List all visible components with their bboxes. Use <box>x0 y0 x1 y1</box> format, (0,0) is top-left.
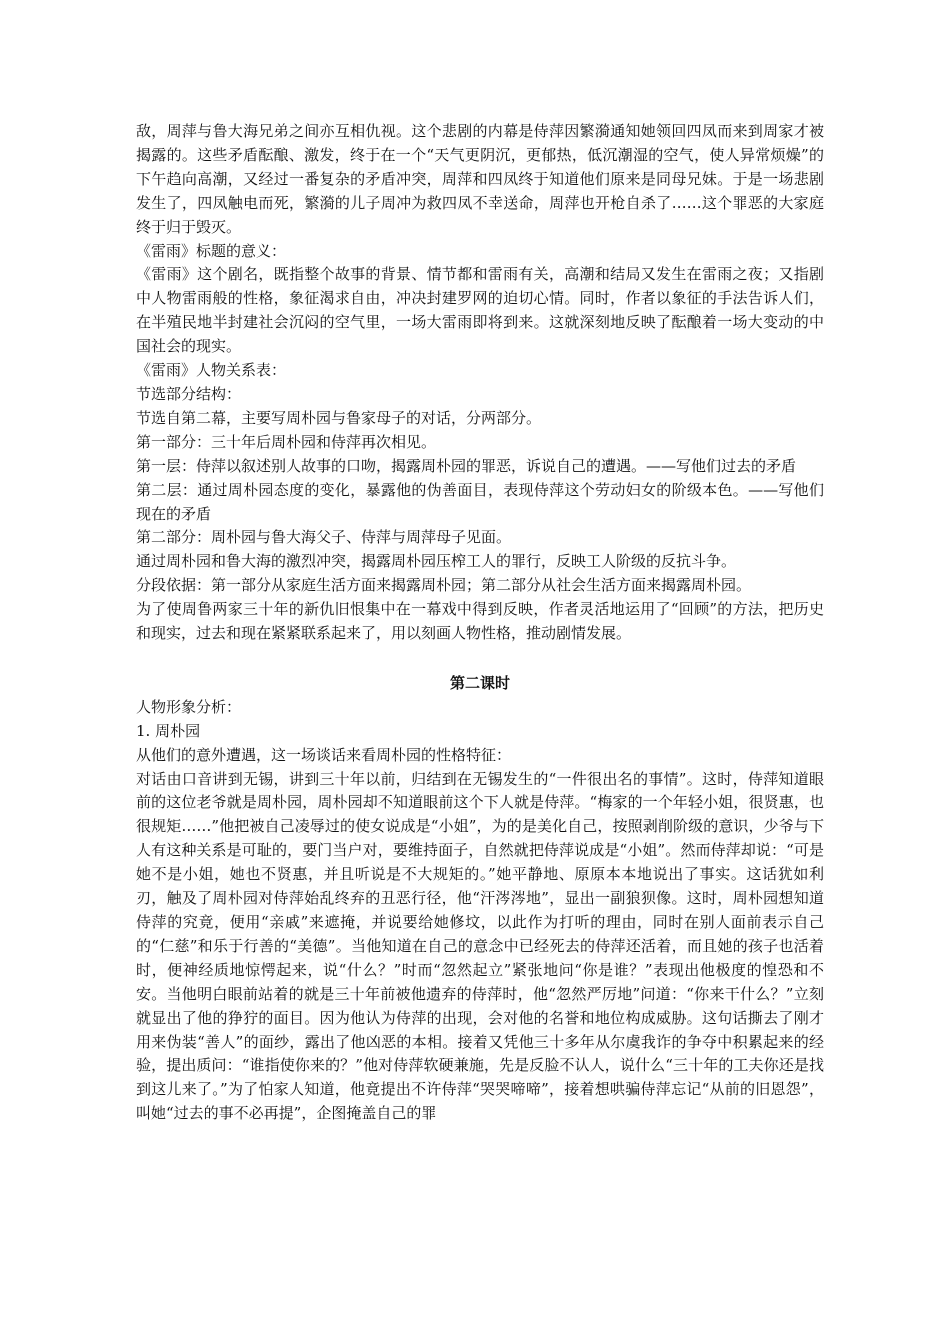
section-heading: 第二课时 <box>449 673 510 692</box>
paragraph-structure-label: 节选部分结构： <box>136 384 242 403</box>
paragraph-layer-one: 第一层：侍萍以叙述别人故事的口吻，揭露周朴园的罪恶，诉说自己的遭遇。——写他们过去的矛盾 <box>136 456 797 475</box>
paragraph-title-meaning: 《雷雨》这个剧名，既指整个故事的背景、情节都和雷雨有关，高潮和结局又发生在雷雨之夜；又指剧中人物雷雨般的性格，象征渴求自由，冲决封建罗网的迫切心情。同时，作者以象征的手法告诉人们，在半殖民地半封建社会沉闷的空气里，一场大雷雨即将到来。这就深刻地反映了酝酿着一场大变动的中国社会的现实。 <box>136 265 824 356</box>
paragraph-layer-two: 第二层：通过周朴园态度的变化，暴露他的伪善面目，表现侍萍这个劳动妇女的阶级本色。——写他们现在的矛盾 <box>136 480 824 523</box>
document-body <box>136 120 824 1126</box>
paragraph-character-analysis-label: 人物形象分析： <box>136 697 242 716</box>
paragraph-retrospect-method: 为了使周鲁两家三十年的新仇旧恨集中在一幕戏中得到反映，作者灵活地运用了“回顾”的方法，把历史和现实，过去和现在紧紧联系起来了，用以刻画人物性格，推动剧情发展。 <box>136 600 824 643</box>
paragraph-character-zhou: 1. 周朴园 <box>136 721 201 740</box>
paragraph-conflict: 通过周朴园和鲁大海的激烈冲突，揭露周朴园压榨工人的罪行，反映工人阶级的反抗斗争。 <box>136 552 737 571</box>
paragraph-relationship-table-label: 《雷雨》人物关系表： <box>136 361 287 380</box>
paragraph-excerpt-source: 节选自第二幕，主要写周朴园与鲁家母子的对话，分两部分。 <box>136 408 542 427</box>
paragraph-part-one: 第一部分：三十年后周朴园和侍萍再次相见。 <box>136 432 437 451</box>
paragraph-division-basis: 分段依据：第一部分从家庭生活方面来揭露周朴园；第二部分从社会生活方面来揭露周朴园。 <box>136 576 752 595</box>
paragraph-tragedy-summary: 敌，周萍与鲁大海兄弟之间亦互相仇视。这个悲剧的内幕是侍萍因繁漪通知她领回四凤而来到周家才被揭露的。这些矛盾酝酿、激发，终于在一个“天气更阴沉，更郁热，低沉潮湿的空气，使人异常烦燥”的下午趋向高潮，又经过一番复杂的矛盾冲突，周萍和四凤终于知道他们原来是同母兄妹。于是一场悲剧发生了，四凤触电而死，繁漪的儿子周冲为救四凤不幸送命，周萍也开枪自杀了……这个罪恶的大家庭终于归于毁灭。 <box>136 122 824 236</box>
paragraph-title-meaning-label: 《雷雨》标题的意义： <box>136 241 287 260</box>
paragraph-dialogue-analysis: 对话由口音讲到无锡，讲到三十年以前，归结到在无锡发生的“一件很出名的事情”。这时，侍萍知道眼前的这位老爷就是周朴园，周朴园却不知道眼前这个下人就是侍萍。“梅家的一个年轻小姐，很贤惠，也很规矩……”他把被自己凌辱过的使女说成是“小姐”，为的是美化自己，按照剥削阶级的意识，少爷与下人有这种关系是可耻的，要门当户对，要维持面子，自然就把侍萍说成是“小姐”。然而侍萍却说：“可是她不是小姐，她也不贤惠，并且听说是不大规矩的。”她平静地、原原本本地说出了事实。这话犹如利刃，触及了周朴园对侍萍始乱终弃的丑恶行径，他“汗涔涔地”，显出一副狼狈像。这时，周朴园想知道侍萍的究竟，便用“亲戚”来遮掩，并说要给她修坟，以此作为打听的理由，同时在别人面前表示自己的“仁慈”和乐于行善的“美德”。当他知道在自己的意念中已经死去的侍萍还活着，而且她的孩子也活着时，便神经质地惊愕起来，说“什么？”时而“忽然起立”紧张地问“你是谁？”表现出他极度的惶恐和不安。当他明白眼前站着的就是三十年前被他遗弃的侍萍时，他“忽然严厉地”问道：“你来干什么？”立刻就显出了他的狰狞的面目。因为他认为侍萍的出现，会对他的名誉和地位构成威胁。这句话撕去了刚才用来伪装“善人”的面纱，露出了他凶恶的本相。接着又凭他三十多年从尔虞我诈的争夺中积累起来的经验，提出质问：“谁指使你来的？”他对侍萍软硬兼施，先是反脸不认人，说什么“三十年的工夫你还是找到这儿来了。”为了怕家人知道，他竟提出不许侍萍“哭哭啼啼”，接着想哄骗侍萍忘记“从前的旧恩怨”，叫她“过去的事不必再提”，企图掩盖自己的罪 <box>136 769 824 1123</box>
paragraph-part-two: 第二部分：周朴园与鲁大海父子、侍萍与周萍母子见面。 <box>136 528 512 547</box>
paragraph-trait-intro: 从他们的意外遭遇，这一场谈话来看周朴园的性格特征： <box>136 745 512 764</box>
